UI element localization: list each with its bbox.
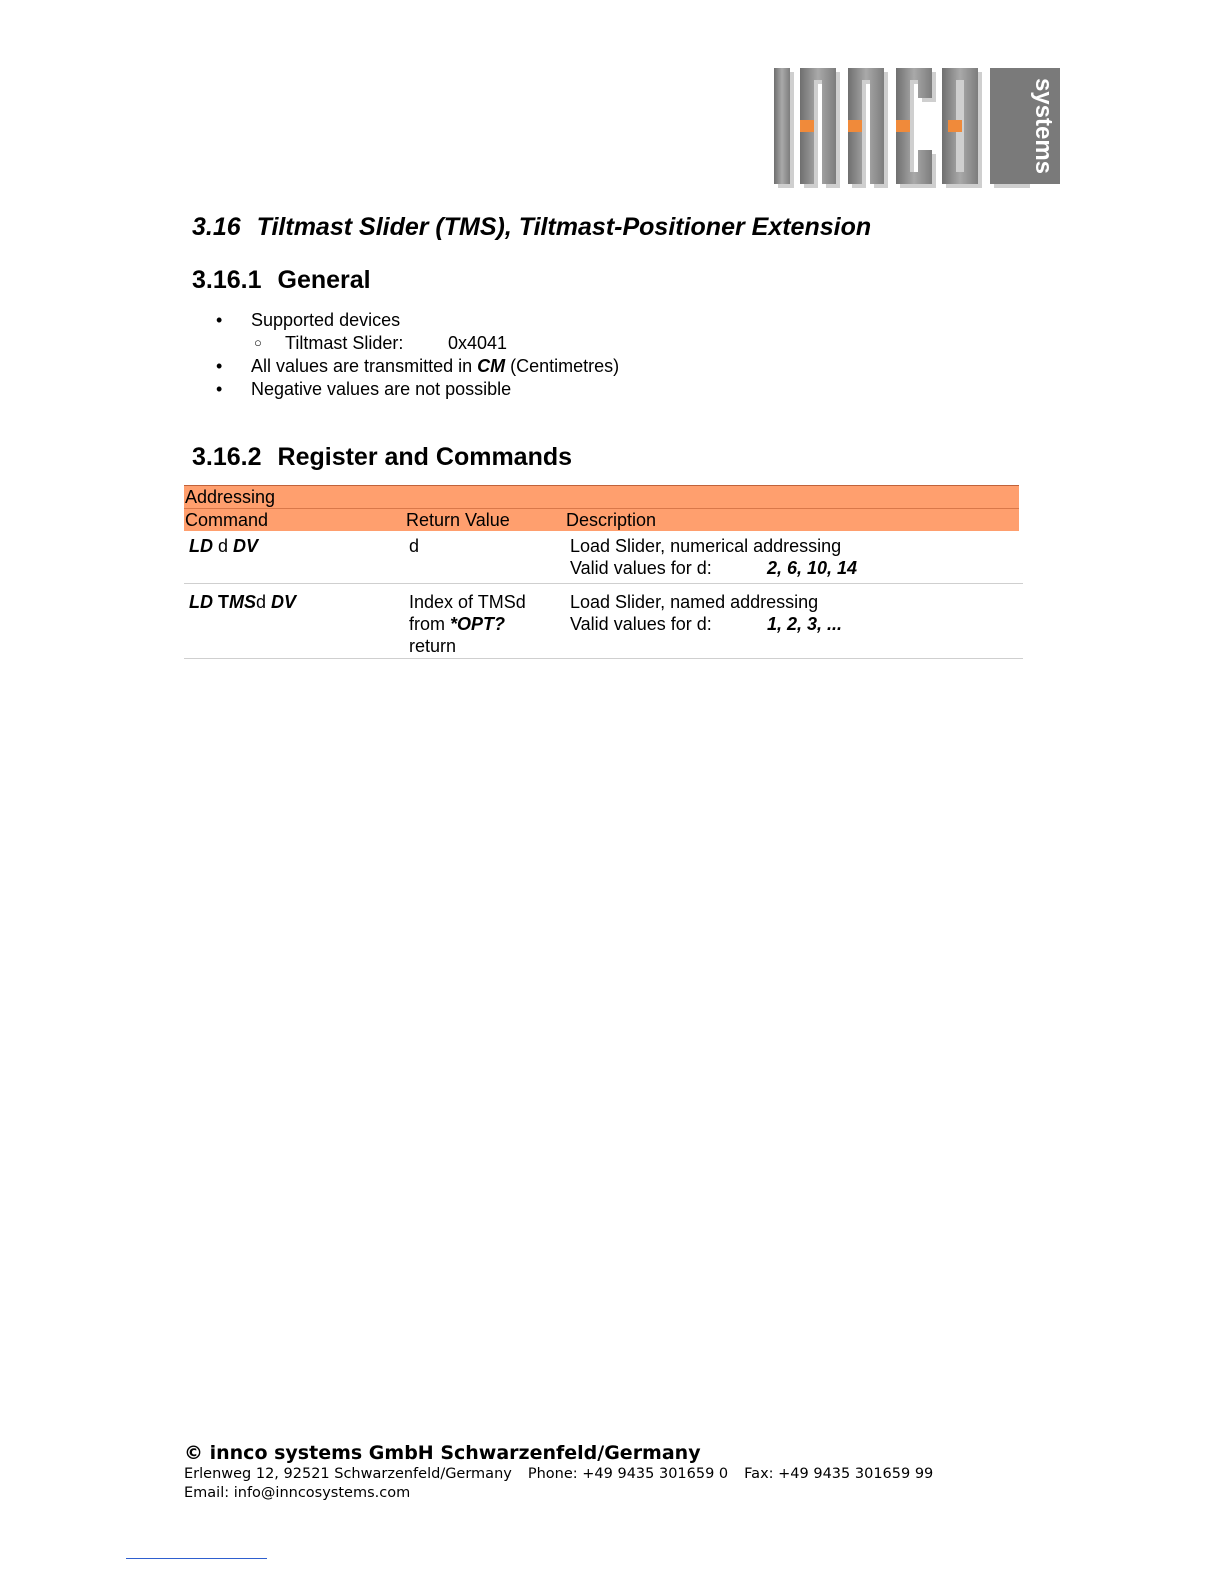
valid-values-line: [570, 557, 1010, 579]
valid-values-label: Valid values for d:: [570, 614, 712, 634]
bullet-unit: CM: [477, 356, 506, 376]
return-line: [409, 613, 526, 635]
bullet-text: Negative values are not possible: [251, 379, 512, 399]
general-number: 3.16.1: [192, 266, 262, 294]
cmd-keyword: DV: [271, 592, 297, 612]
valid-values-line: [570, 613, 1010, 635]
description-line: Load Slider, named addressing: [570, 592, 819, 612]
bullet-text-prefix: All values are transmitted in: [251, 356, 478, 376]
bullet-icon: •: [216, 379, 223, 399]
section-number: 3.16: [192, 213, 241, 241]
footer-email: Email: info@inncosystems.com: [184, 1485, 411, 1501]
return-line: return: [409, 636, 457, 656]
bullet-icon: •: [216, 310, 223, 330]
company-logo: [770, 64, 1070, 192]
return-text: from: [409, 614, 451, 634]
footer-fax: Fax: +49 9435 301659 99: [744, 1466, 934, 1482]
innco-logo-graphic: [770, 64, 1070, 192]
cmd-keyword: DV: [233, 536, 259, 556]
cmd-param: d: [256, 592, 272, 612]
footnote-separator: [126, 1558, 267, 1559]
footer-title: © innco systems GmbH Schwarzenfeld/Germany: [184, 1442, 701, 1464]
commands-table: [184, 485, 1023, 659]
description-line: Load Slider, numerical addressing: [570, 536, 842, 556]
register-number: 3.16.2: [192, 443, 262, 471]
sub-bullet-label: Tiltmast Slider:: [285, 333, 404, 353]
section-heading: [192, 213, 871, 242]
valid-values: 2, 6, 10, 14: [767, 558, 858, 578]
section-title: Tiltmast Slider (TMS), Tiltmast-Positioner Extension: [256, 213, 872, 241]
valid-values-label: Valid values for d:: [570, 558, 712, 578]
bullet-icon: •: [216, 356, 223, 376]
table-row: [184, 531, 1023, 584]
cell-command: [189, 591, 296, 613]
cell-description: [570, 535, 1010, 579]
footer-address: Erlenweg 12, 92521 Schwarzenfeld/Germany: [184, 1466, 512, 1482]
column-header-description: Description: [566, 510, 657, 530]
bullet-text-suffix: (Centimetres): [505, 356, 620, 376]
cmd-keyword: LD: [189, 536, 213, 556]
register-heading: [192, 443, 572, 472]
table-row: [184, 584, 1023, 659]
cell-return-value: [409, 591, 526, 657]
cell-description: [570, 591, 1010, 635]
register-title: Register and Commands: [277, 443, 573, 471]
cmd-keyword: T: [213, 592, 229, 612]
valid-values: 1, 2, 3, ...: [767, 614, 843, 634]
cmd-keyword: MS: [229, 592, 256, 612]
footer-phone: Phone: +49 9435 301659 0: [527, 1466, 729, 1482]
sub-bullet-value: 0x4041: [448, 333, 508, 353]
cmd-keyword: LD: [189, 592, 213, 612]
table-column-header: [184, 508, 1019, 531]
column-header-return-value: Return Value: [406, 510, 510, 530]
return-line: d: [409, 536, 420, 556]
cell-return-value: [409, 535, 419, 557]
table-group-header: [184, 485, 1019, 508]
group-header-label: Addressing: [185, 487, 276, 507]
bullet-text: [251, 355, 619, 378]
general-heading: [192, 266, 371, 295]
cmd-param: d: [213, 536, 234, 556]
cell-command: [189, 535, 258, 557]
general-title: General: [277, 266, 371, 294]
logo-systems-text: systems: [1030, 77, 1057, 175]
return-line: Index of TMSd: [409, 592, 526, 612]
return-command: *OPT?: [450, 614, 506, 634]
bullet-text: Supported devices: [251, 310, 401, 330]
footer-contact-line: [184, 1466, 933, 1482]
sub-bullet-icon: ○: [254, 335, 262, 350]
column-header-command: Command: [185, 510, 269, 530]
